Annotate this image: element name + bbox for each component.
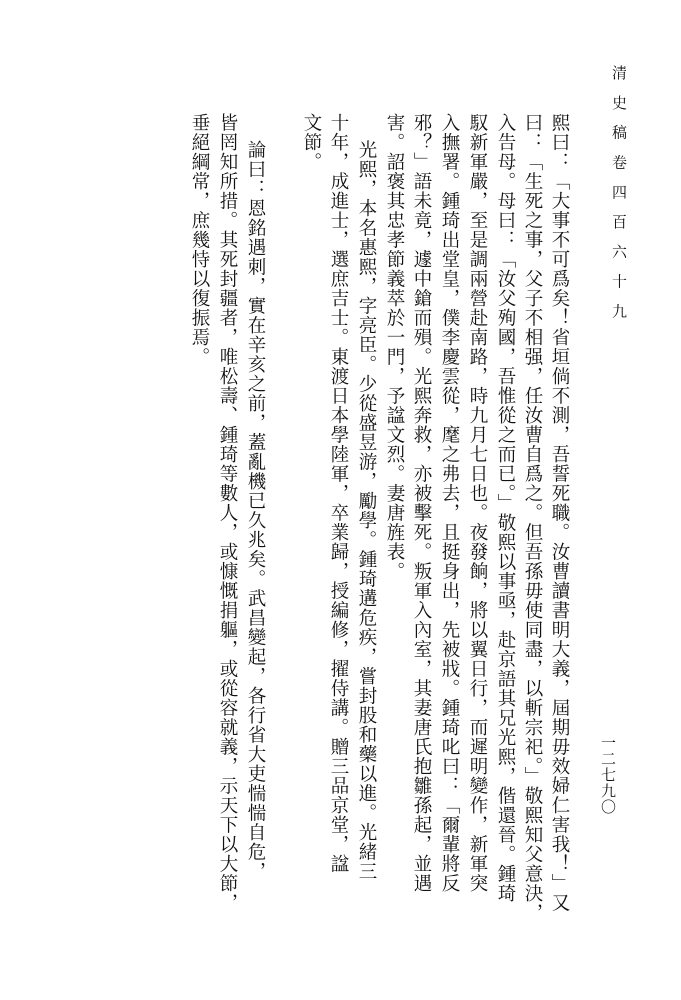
text-column: 曰：「生死之事，父子不相强，任汝曹自爲之。但吾孫毋使同盡，以斬宗祀。」敬熙知父意決， <box>522 113 543 923</box>
text-column: 馭新軍嚴，至是調兩營赴南路，時九月七日也。夜發餉，將以翼日行，而遲明變作，新軍突 <box>467 113 488 893</box>
text-column: 文節。 <box>301 113 322 172</box>
text-column: 垂絕綱常，庶幾恃以復振焉。 <box>189 113 210 367</box>
text-column: 論曰：恩銘遇刺，實在辛亥之前，蓋亂機已久兆矣。武昌變起，各行省大吏惴惴自危， <box>245 140 266 881</box>
header-title: 清 史 稿 卷 四 百 六 十 九 <box>610 65 628 324</box>
page-number: 一二七九〇 <box>599 735 617 815</box>
text-column: 十年，成進士，選庶吉士。東渡日本學陸軍，卒業歸，授編修，擢侍講。贈三品京堂，諡 <box>328 113 349 874</box>
text-column: 害。詔褒其忠孝節義萃於一門，予諡文烈。妻唐旌表。 <box>384 113 405 581</box>
text-column: 邪？」語未竟，遽中鎗而殞。光熙奔救，亦被擊死。叛軍入內室，其妻唐氏抱雛孫起，並遇 <box>411 113 432 893</box>
text-column: 入告母。母曰：「汝父殉國，吾惟從之而已。」敬熙以事亟，赴京語其兄光熙，偕還晉。鍾琦 <box>495 113 516 904</box>
text-column: 皆罔知所措。其死封疆者，唯松壽、鍾琦等數人，或慷慨捐軀，或從容就義，示天下以大節， <box>217 113 238 913</box>
text-column: 熙曰：「大事不可爲矣！省垣倘不測，吾誓死職。汝曹讀書明大義，屆期毋效婦仁害我！」又 <box>549 113 570 913</box>
text-column: 入撫署。鍾琦出堂皇，僕李慶雲從，麾之弗去，且挺身出，先被戕。鍾琦叱曰：「爾輩將反 <box>439 113 460 893</box>
text-column: 光熙，本名惠熙，字亮臣。少從盛昱游，勵學。鍾琦遘危疾，嘗封股和藥以進。光緒三 <box>356 140 377 881</box>
